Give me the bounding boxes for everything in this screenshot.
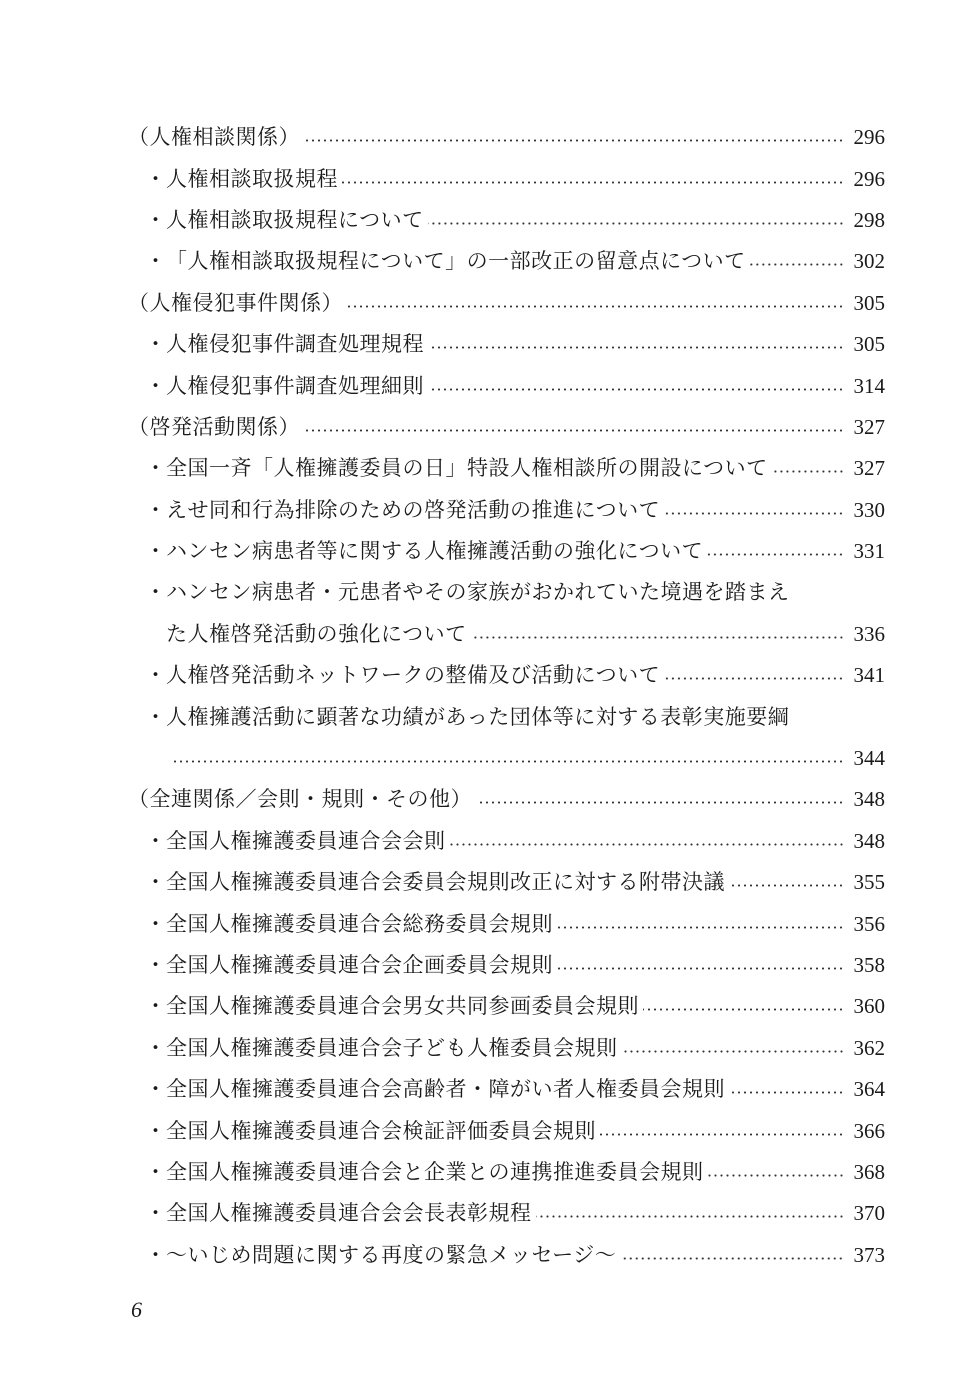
toc-entry-title: 全国一斉「人権擁護委員の日」特設人権相談所の開設について [166, 456, 768, 481]
toc-entry-row [128, 696, 885, 737]
toc-entry-title: 全国人権擁護委員連合会企画委員会規則 [166, 953, 553, 977]
toc-entry-title: 全国人権擁護委員連合会総務委員会規則 [166, 911, 553, 936]
toc-entry-row [128, 945, 885, 986]
toc-entry-title: ハンセン病患者等に関する人権擁護活動の強化について [166, 539, 704, 564]
toc-entry-row [128, 1028, 885, 1069]
toc-entry-title: 全国人権擁護委員連合会男女共同参画委員会規則 [166, 994, 639, 1019]
bullet-glyph: ・ [145, 249, 166, 274]
toc-entry-row [128, 1069, 885, 1110]
toc-entry-row [128, 365, 885, 406]
toc-entry-row [128, 241, 885, 282]
page-number: 6 [131, 1297, 142, 1322]
bullet-glyph: ・ [145, 911, 166, 936]
bullet-glyph: ・ [145, 1201, 166, 1226]
dot-leader [428, 346, 844, 349]
toc-entry-row [128, 614, 885, 655]
toc-page-number: 296 [853, 166, 885, 191]
toc-page-number: 344 [853, 746, 885, 771]
dot-leader [304, 139, 844, 142]
dot-leader [750, 263, 844, 266]
toc-entry-row [128, 158, 885, 199]
toc-entry-title: 全国人権擁護委員連合会と企業との連携推進委員会規則 [166, 1159, 704, 1184]
toc-page-number: 296 [853, 125, 885, 150]
toc-entry-row [128, 200, 885, 241]
toc-entry-row [128, 1110, 885, 1151]
toc-page-number: 298 [853, 207, 885, 232]
dot-leader [772, 470, 844, 473]
bullet-glyph: ・ [145, 332, 166, 357]
toc-entry-row [128, 490, 885, 531]
dot-leader [428, 388, 844, 391]
toc-page-number: 373 [853, 1242, 885, 1267]
dot-leader [450, 843, 845, 846]
toc-entry-title: ハンセン病患者・元患者やその家族がおかれていた境遇を踏まえ [166, 580, 790, 605]
toc-page-number: 368 [853, 1159, 885, 1184]
toc-entry-row [128, 738, 885, 779]
toc-page-number: 305 [853, 332, 885, 357]
bullet-glyph: ・ [145, 373, 166, 398]
toc-page-number: 327 [853, 414, 885, 439]
toc-entry-row [128, 1235, 885, 1276]
toc-section-row [128, 407, 885, 448]
toc-page-number: 314 [853, 373, 885, 398]
toc-page-number: 336 [853, 621, 885, 646]
toc-entry-title: 全国人権擁護委員連合会委員会規則改正に対する附帯決議 [166, 870, 725, 895]
toc-entry-title: た人権啓発活動の強化について [166, 621, 467, 646]
toc-page-number: 356 [853, 911, 885, 936]
toc-entry-title: （人権侵犯事件関係） [128, 290, 343, 315]
toc-page-number: 348 [853, 787, 885, 812]
toc-entry-row [128, 986, 885, 1027]
toc-section-row [128, 283, 885, 324]
bullet-glyph: ・ [145, 1159, 166, 1184]
toc-entry-title: 全国人権擁護委員連合会高齢者・障がい者人権委員会規則 [166, 1077, 725, 1102]
toc-entry-title: 人権相談取扱規程について [166, 207, 424, 232]
toc-entry-title: ～いじめ問題に関する再度の緊急メッセージ～ [166, 1242, 617, 1267]
toc-entry-title: 全国人権擁護委員連合会会長表彰規程 [166, 1201, 532, 1226]
toc-page-number: 348 [853, 828, 885, 853]
bullet-glyph: ・ [145, 1242, 166, 1267]
dot-leader [707, 553, 844, 556]
toc-entry-row [128, 531, 885, 572]
bullet-glyph: ・ [145, 870, 166, 895]
toc-page-number: 370 [853, 1201, 885, 1226]
toc-entry-row [128, 1152, 885, 1193]
toc-entry-title: （啓発活動関係） [128, 414, 300, 439]
toc-page-number: 358 [853, 953, 885, 977]
dot-leader [557, 926, 844, 929]
dot-leader [347, 305, 844, 308]
toc-entry-row [128, 448, 885, 489]
bullet-glyph: ・ [145, 663, 166, 688]
dot-leader [622, 1050, 845, 1053]
bullet-glyph: ・ [145, 828, 166, 853]
toc-page-number: 330 [853, 497, 885, 522]
toc-section-row [128, 779, 885, 820]
toc-page-number: 360 [853, 994, 885, 1019]
dot-leader [557, 967, 844, 970]
toc-entry-row [128, 572, 885, 613]
toc-entry-title: えせ同和行為排除のための啓発活動の推進について [166, 497, 661, 522]
dot-leader [428, 222, 844, 225]
toc-page-number: 341 [853, 663, 885, 688]
toc-page-number: 327 [853, 456, 885, 481]
dot-leader [729, 1091, 844, 1094]
dot-leader [664, 677, 844, 680]
toc-page-number: 302 [853, 249, 885, 274]
toc-entry-title: 人権侵犯事件調査処理規程 [166, 332, 424, 357]
bullet-glyph: ・ [145, 166, 166, 191]
bullet-glyph: ・ [145, 580, 166, 605]
dot-leader [600, 1133, 844, 1136]
table-of-contents [128, 117, 885, 1276]
dot-leader [664, 512, 844, 515]
toc-page-number: 305 [853, 290, 885, 315]
dot-leader [729, 884, 844, 887]
dot-leader [643, 1008, 844, 1011]
bullet-glyph: ・ [145, 497, 166, 522]
toc-page-number: 355 [853, 870, 885, 895]
toc-entry-row [128, 903, 885, 944]
bullet-glyph: ・ [145, 456, 166, 481]
toc-entry-title: 全国人権擁護委員連合会会則 [166, 828, 446, 853]
toc-entry-title: 「人権相談取扱規程について」の一部改正の留意点について [166, 249, 746, 274]
bullet-glyph: ・ [145, 207, 166, 232]
dot-leader [304, 429, 844, 432]
toc-entry-title: 人権擁護活動に顕著な功績があった団体等に対する表彰実施要綱 [166, 704, 790, 729]
dot-leader [476, 801, 844, 804]
bullet-glyph: ・ [145, 1118, 166, 1143]
toc-section-row [128, 117, 885, 158]
dot-leader [536, 1215, 845, 1218]
dot-leader [708, 1174, 845, 1177]
toc-entry-title: （人権相談関係） [128, 125, 300, 150]
toc-entry-row [128, 821, 885, 862]
bullet-glyph: ・ [145, 1077, 166, 1102]
bullet-glyph: ・ [145, 953, 166, 977]
bullet-glyph: ・ [145, 1035, 166, 1060]
dot-leader [342, 181, 844, 184]
toc-entry-row [128, 324, 885, 365]
dot-leader [170, 760, 844, 763]
toc-entry-title: 人権侵犯事件調査処理細則 [166, 373, 424, 398]
toc-entry-title: 全国人権擁護委員連合会検証評価委員会規則 [166, 1118, 596, 1143]
dot-leader [471, 636, 844, 639]
bullet-glyph: ・ [145, 539, 166, 564]
toc-page-number: 366 [853, 1118, 885, 1143]
toc-entry-row [128, 1193, 885, 1234]
toc-entry-row [128, 655, 885, 696]
toc-page-number: 362 [853, 1035, 885, 1060]
toc-entry-title: （全連関係／会則・規則・その他） [128, 787, 472, 812]
toc-page-number: 331 [853, 539, 885, 564]
toc-entry-title: 全国人権擁護委員連合会子ども人権委員会規則 [166, 1035, 618, 1060]
dot-leader [620, 1257, 844, 1260]
bullet-glyph: ・ [145, 704, 166, 729]
toc-page-number: 364 [853, 1077, 885, 1102]
bullet-glyph: ・ [145, 994, 166, 1019]
toc-entry-title: 人権啓発活動ネットワークの整備及び活動について [166, 663, 661, 688]
toc-entry-title: 人権相談取扱規程 [166, 166, 338, 191]
toc-entry-row [128, 862, 885, 903]
